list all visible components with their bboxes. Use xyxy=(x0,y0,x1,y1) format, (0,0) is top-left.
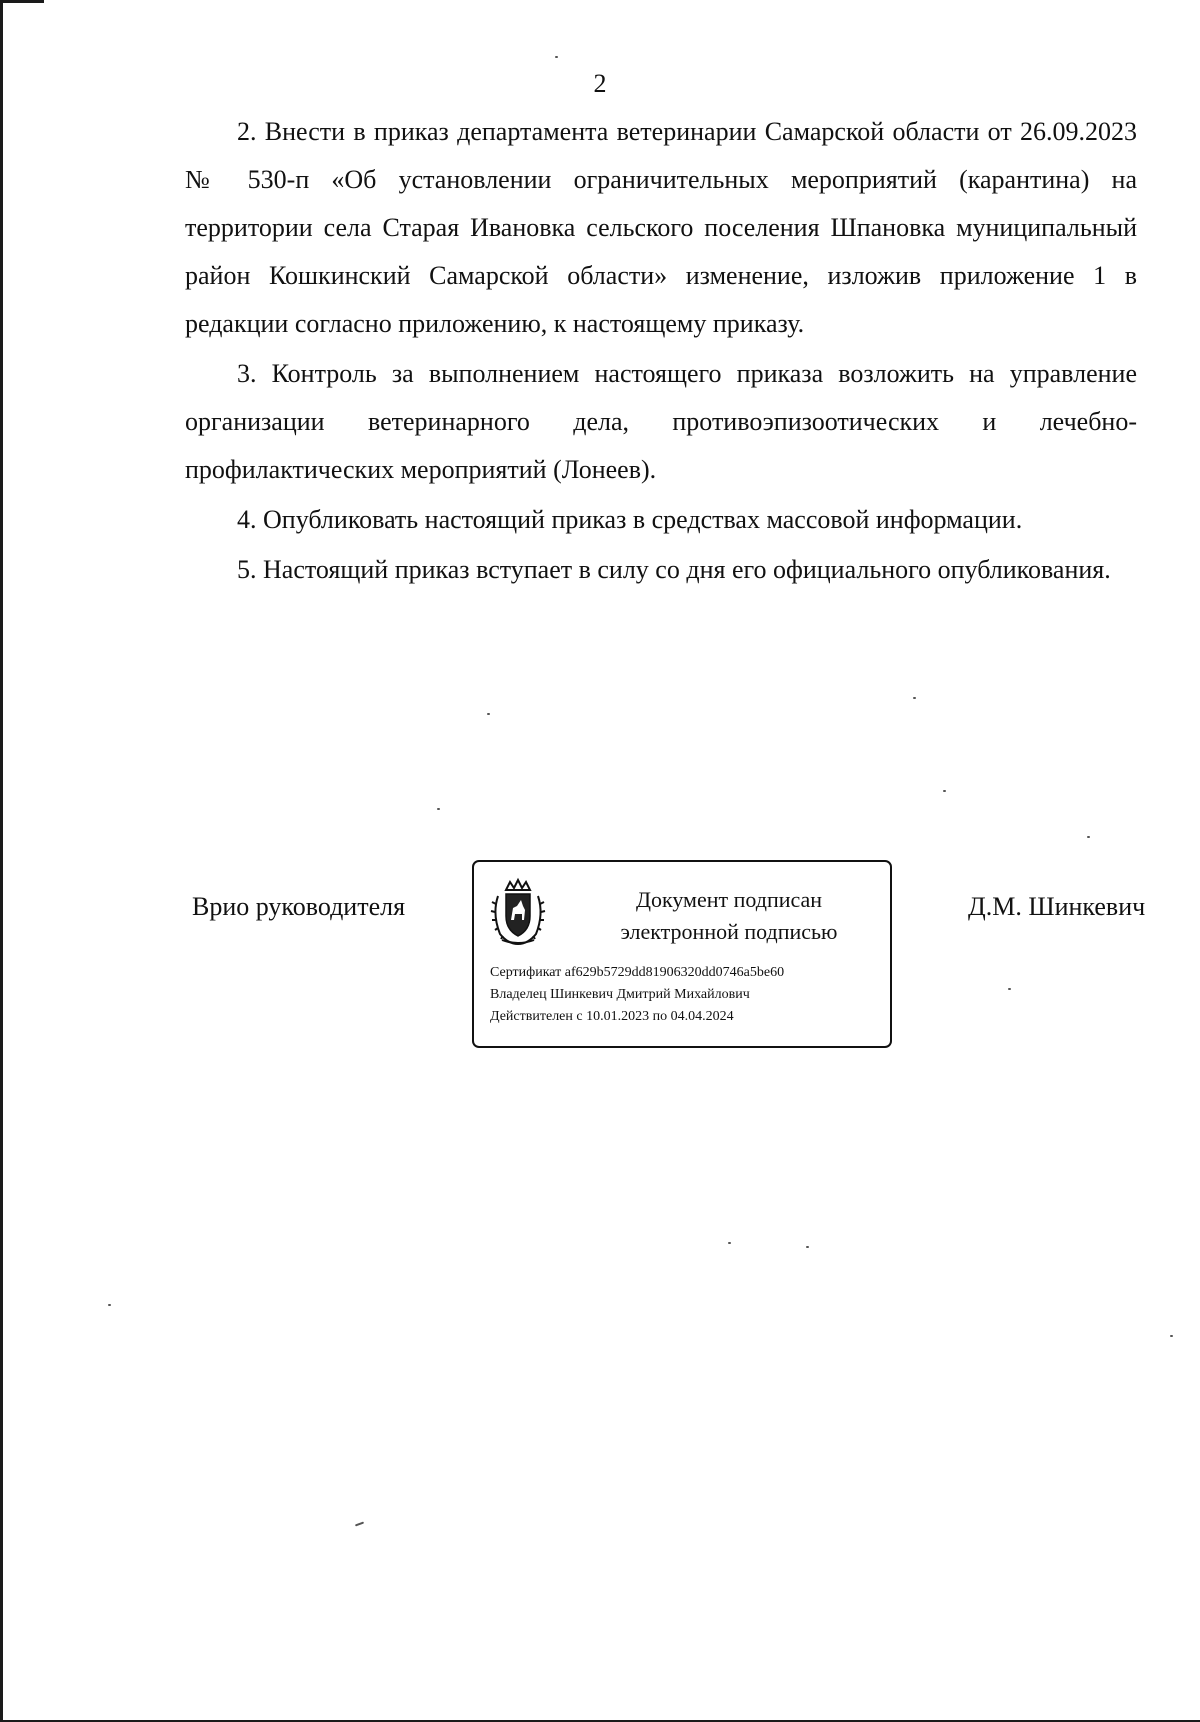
paragraph-item-4: 4. Опубликовать настоящий приказ в средствах массовой информации. xyxy=(237,505,1023,534)
stamp-details xyxy=(490,962,885,1028)
scan-speck xyxy=(555,56,558,58)
certificate-number: Сертификат af629b5729dd81906320dd0746a5be60 xyxy=(490,965,785,980)
coat-of-arms-icon xyxy=(488,876,548,948)
scan-edge-top xyxy=(0,0,44,3)
document-body xyxy=(185,108,1137,594)
scan-speck xyxy=(1008,988,1011,990)
paragraph-item-5: 5. Настоящий приказ вступает в силу со дня его официального опубликования. xyxy=(237,555,1111,584)
page-number: 2 xyxy=(593,69,607,98)
scan-speck xyxy=(487,713,490,715)
certificate-validity: Действителен с 10.01.2023 по 04.04.2024 xyxy=(490,1009,734,1024)
scan-speck xyxy=(728,1242,731,1244)
scan-speck xyxy=(1087,836,1090,838)
stamp-title-line-2: электронной подписью xyxy=(620,919,838,944)
signer-name: Д.М. Шинкевич xyxy=(968,892,1146,921)
scan-speck xyxy=(806,1246,809,1248)
scan-speck xyxy=(437,808,440,810)
stamp-title-line-1: Документ подписан xyxy=(635,887,823,912)
stamp-title xyxy=(584,884,874,948)
paragraph-item-3: 3. Контроль за выполнением настоящего приказа возложить на управление организации ветеринарного дела, противоэпизоотических и лечебно-профилактических мероприятий (Лонеев). xyxy=(185,359,1137,484)
scan-speck xyxy=(108,1304,111,1306)
signature-block xyxy=(0,860,1200,1060)
scan-speck xyxy=(943,790,946,792)
signer-position: Врио руководителя xyxy=(192,892,406,921)
electronic-signature-stamp xyxy=(472,860,892,1048)
paragraph-item-2: 2. Внести в приказ департамента ветеринарии Самарской области от 26.09.2023 № 530-п «Об установлении ограничительных мероприятий (карантина) на территории села Старая Ивановка сельского поселения Шпановка муниципальный район Кошкинский Самарской области» изменение, изложив приложение 1 в редакции согласно приложению, к настоящему приказу. xyxy=(185,117,1137,338)
scan-speck xyxy=(913,697,916,699)
certificate-owner: Владелец Шинкевич Дмитрий Михайлович xyxy=(490,987,750,1002)
scan-speck xyxy=(1170,1335,1173,1337)
scan-speck xyxy=(355,1522,364,1527)
